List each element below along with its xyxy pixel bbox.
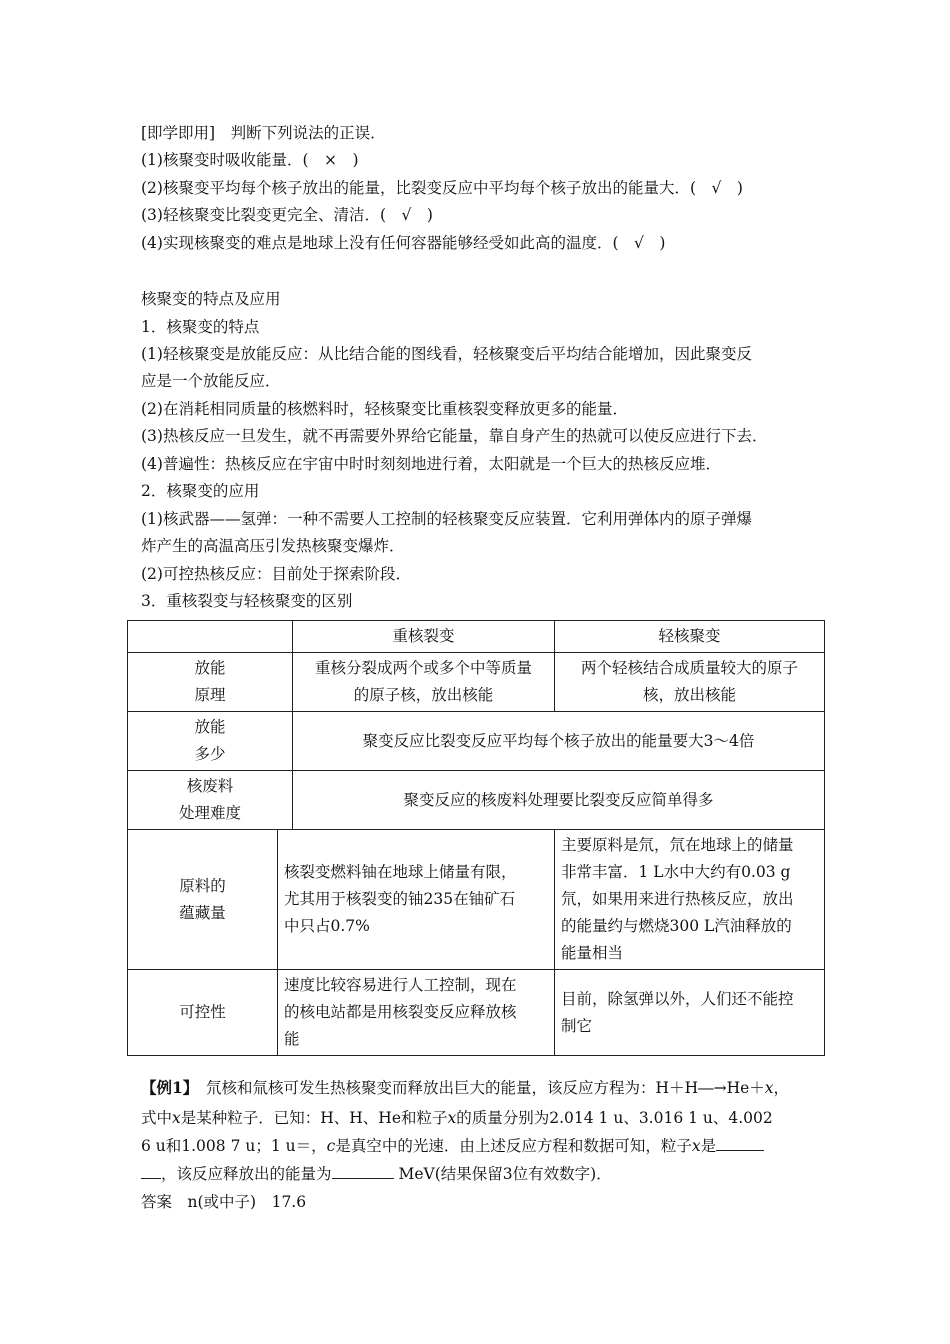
- paragraph-2: (2)在消耗相同质量的核燃料时，轻核聚变比重核裂变释放更多的能量．: [141, 400, 628, 418]
- example-variable: x: [764, 1079, 774, 1097]
- cell-line: 两个轻核结合成质量较大的原子: [580, 659, 798, 677]
- row-label-line: 处理难度: [178, 804, 241, 822]
- cell-fusion-principle: [555, 653, 825, 712]
- paragraph-1b: 应是一个放能反应．: [141, 372, 281, 390]
- example-tag: 【例1】: [141, 1078, 191, 1097]
- answer-blank-1-cont[interactable]: [141, 1164, 161, 1179]
- cell-line: 重核分裂成两个或多个中等质量: [314, 659, 532, 677]
- paragraph-6: (2)可控热核反应：目前处于探索阶段．: [141, 565, 411, 583]
- cell-fusion-reserves: [555, 830, 825, 970]
- row-label-line: 核废料: [186, 777, 234, 795]
- quiz-item-3: (3)轻核聚变比裂变更完全、清洁．( √ ): [141, 206, 433, 224]
- cell-energy-amount: 聚变反应比裂变反应平均每个核子放出的能量要大3～4倍: [293, 712, 825, 771]
- header-fusion: 轻核聚变: [555, 621, 825, 653]
- example-text: 是某种粒子．已知：H、H、He和粒子: [180, 1109, 448, 1127]
- cell-line: 主要原料是氘，氘在地球上的储量: [561, 836, 794, 854]
- example-text: 的质量分别为2.014 1 u、3.016 1 u、4.002: [456, 1109, 773, 1127]
- table-row: [128, 712, 825, 771]
- example-line-3: [141, 1136, 764, 1156]
- answer-blank-2[interactable]: [332, 1164, 394, 1179]
- example-text: 6 u和1.008 7 u；1 u＝，: [141, 1137, 327, 1155]
- example-line-1: [141, 1078, 789, 1098]
- example-text: 式中: [141, 1109, 173, 1127]
- cell-line: 核，放出核能: [642, 686, 736, 704]
- row-label-line: 放能: [194, 718, 226, 736]
- table-row: [128, 653, 825, 712]
- table-row: [128, 830, 825, 970]
- example-text: MeV(结果保留3位有效数字)．: [398, 1165, 612, 1183]
- cell-waste: 聚变反应的核废料处理要比裂变反应简单得多: [293, 771, 825, 830]
- example-line-2: [141, 1108, 773, 1128]
- answer-blank-1[interactable]: [716, 1136, 764, 1151]
- cell-fusion-control: [555, 970, 825, 1056]
- quiz-item-2: (2)核聚变平均每个核子放出的能量，比裂变反应中平均每个核子放出的能量大．( √ ): [141, 179, 743, 197]
- table-row: [128, 970, 825, 1056]
- cell-fission-principle: [293, 653, 555, 712]
- paragraph-4: (4)普遍性：热核反应在宇宙中时时刻刻地进行着，太阳就是一个巨大的热核反应堆．: [141, 455, 721, 473]
- example-variable: c: [326, 1137, 336, 1155]
- header-fission: 重核裂变: [293, 621, 555, 653]
- comparison-table: [127, 620, 825, 1056]
- cell-line: 速度比较容易进行人工控制，现在: [284, 976, 517, 994]
- example-line-4: [141, 1164, 612, 1184]
- cell-fission-control: [278, 970, 555, 1056]
- cell-line: 的能量约与燃烧300 L汽油释放的: [561, 917, 792, 935]
- quiz-title: [即学即用] 判断下列说法的正误．: [141, 124, 386, 142]
- cell-line: 的核电站都是用核裂变反应释放核: [284, 1003, 517, 1021]
- cell-line: 非常丰富．1 L水中大约有0.03 g: [561, 863, 791, 881]
- example-variable: x: [172, 1109, 181, 1127]
- quiz-item-4: (4)实现核聚变的难点是地球上没有任何容器能够经受如此高的温度．( √ ): [141, 234, 666, 252]
- row-label-reserves: [128, 830, 278, 970]
- row-label-controllability: 可控性: [128, 970, 278, 1056]
- row-label-line: 放能: [194, 659, 226, 677]
- example-variable: x: [691, 1137, 701, 1155]
- row-label-line: 多少: [194, 745, 226, 763]
- paragraph-5a: (1)核武器——氢弹：一种不需要人工控制的轻核聚变反应装置．它利用弹体内的原子弹爆: [141, 510, 752, 528]
- cell-line: 核裂变燃料铀在地球上储量有限，: [284, 863, 517, 881]
- heading-2: 2．核聚变的应用: [141, 482, 260, 500]
- paragraph-5b: 炸产生的高温高压引发热核聚变爆炸．: [141, 537, 405, 555]
- heading-1: 1．核聚变的特点: [141, 318, 260, 336]
- example-variable: x: [447, 1109, 457, 1127]
- row-label-energy-amount: [128, 712, 293, 771]
- heading-3: 3．重核裂变与轻核聚变的区别: [141, 592, 353, 610]
- cell-line: 尤其用于核裂变的铀235在铀矿石: [284, 890, 516, 908]
- example-text: ，: [773, 1079, 790, 1097]
- example-text: 是: [700, 1137, 717, 1155]
- table-row: [128, 771, 825, 830]
- example-text: ，该反应释放出的能量为: [161, 1165, 332, 1183]
- example-text: 氘核和氚核可发生热核聚变而释放出巨大的能量，该反应方程为：H＋H―→He＋: [190, 1079, 765, 1097]
- row-label-principle: [128, 653, 293, 712]
- cell-line: 能量相当: [561, 944, 624, 962]
- row-label-line: 原料的: [179, 876, 226, 895]
- row-label-waste: [128, 771, 293, 830]
- cell-line: 能: [284, 1030, 300, 1048]
- row-label-line: 原理: [194, 686, 226, 704]
- cell-line: 中只占0.7%: [284, 917, 370, 935]
- paragraph-3: (3)热核反应一旦发生，就不再需要外界给它能量，靠自身产生的热就可以使反应进行下去．: [141, 427, 768, 445]
- cell-line: 氘，如果用来进行热核反应，放出: [561, 890, 794, 908]
- cell-line: 的原子核，放出核能: [353, 686, 494, 704]
- quiz-item-1: (1)核聚变时吸收能量．( × ): [141, 151, 359, 169]
- answer-line: 答案 n(或中子) 17.6: [141, 1193, 307, 1211]
- example-text: 是真空中的光速．由上述反应方程和数据可知，粒子: [335, 1137, 692, 1155]
- section-title: 核聚变的特点及应用: [141, 290, 281, 308]
- table-header-row: [128, 621, 825, 653]
- cell-line: 制它: [561, 1016, 593, 1035]
- cell-line: 目前，除氢弹以外，人们还不能控: [561, 989, 794, 1008]
- row-label-line: 蕴藏量: [179, 903, 226, 922]
- cell-fission-reserves: [278, 830, 555, 970]
- paragraph-1a: (1)轻核聚变是放能反应：从比结合能的图线看，轻核聚变后平均结合能增加，因此聚变反: [141, 345, 752, 363]
- table-corner-cell: [128, 621, 293, 653]
